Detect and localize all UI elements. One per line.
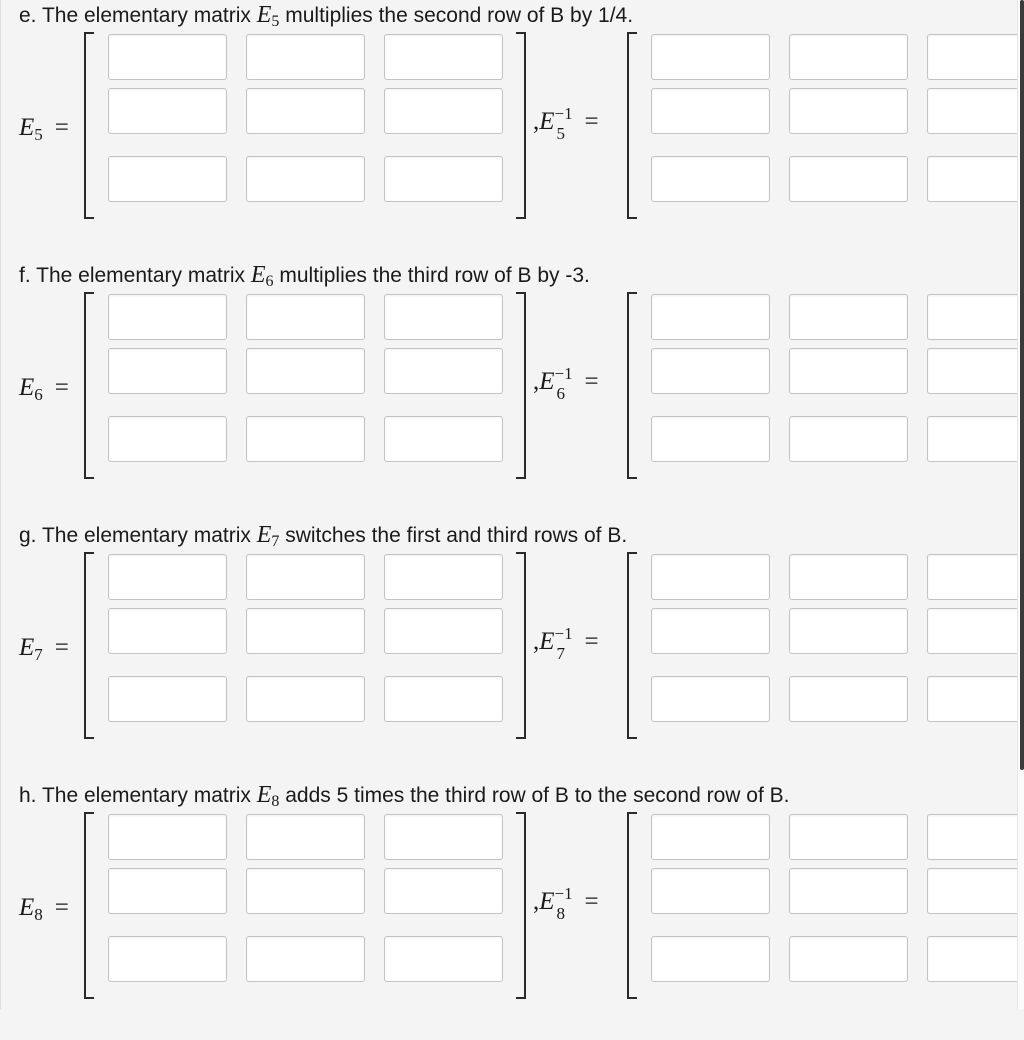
inverse-superscript: −1 [554, 104, 573, 123]
matrix-cell-r1-c3[interactable] [384, 294, 503, 340]
inverse-var: E [539, 888, 555, 915]
statement-matrix-symbol [257, 522, 280, 548]
inverse-cell-r1-c1[interactable] [651, 294, 770, 340]
inverse-equals-sign: = [584, 108, 599, 135]
inverse-cell-r3-c2[interactable] [789, 156, 908, 202]
matrix-cell-r3-c1[interactable] [108, 416, 227, 462]
inverse-cell-r3-c3[interactable] [927, 936, 1024, 982]
inverse-cell-r1-c2[interactable] [789, 554, 908, 600]
matrix-right-bracket [516, 552, 526, 739]
matrix-left-bracket [84, 812, 94, 999]
inverse-cell-r3-c1[interactable] [651, 936, 770, 982]
inverse-label [533, 364, 599, 403]
problem-statement [19, 782, 789, 811]
inverse-cell-r1-c3[interactable] [927, 554, 1024, 600]
inverse-cell-r2-c1[interactable] [651, 348, 770, 394]
inverse-cell-r2-c2[interactable] [789, 868, 908, 914]
matrix-cell-r3-c2[interactable] [246, 416, 365, 462]
matrix-label-index: 8 [34, 905, 43, 924]
matrix-cell-r2-c3[interactable] [384, 608, 503, 654]
inverse-equals-sign: = [584, 368, 599, 395]
inverse-script [554, 104, 585, 143]
inverse-equals-sign: = [584, 628, 599, 655]
matrix-cell-r1-c2[interactable] [246, 814, 365, 860]
inverse-subscript: 7 [556, 644, 566, 663]
inverse-cell-r1-c3[interactable] [927, 294, 1024, 340]
matrix-cell-r2-c2[interactable] [246, 608, 365, 654]
matrix-cell-r2-c1[interactable] [108, 868, 227, 914]
matrix-cell-r3-c2[interactable] [246, 156, 365, 202]
inverse-script [554, 364, 585, 403]
inverse-cell-r1-c3[interactable] [927, 34, 1024, 80]
inverse-cell-r2-c3[interactable] [927, 348, 1024, 394]
matrix-cell-r2-c2[interactable] [246, 88, 365, 134]
matrix-label [19, 894, 69, 925]
inverse-comma: , [533, 888, 540, 915]
inverse-label [533, 104, 599, 143]
inverse-cell-r2-c2[interactable] [789, 608, 908, 654]
inverse-cell-r1-c2[interactable] [789, 34, 908, 80]
inverse-cell-r2-c2[interactable] [789, 348, 908, 394]
matrix-cell-r1-c1[interactable] [108, 34, 227, 80]
inverse-script [554, 884, 585, 923]
inverse-cell-r3-c2[interactable] [789, 416, 908, 462]
equals-sign: = [54, 114, 69, 141]
inverse-cell-r2-c3[interactable] [927, 608, 1024, 654]
matrix-subscript: 6 [265, 273, 274, 290]
matrix-cell-r3-c3[interactable] [384, 416, 503, 462]
inverse-cell-r1-c3[interactable] [927, 814, 1024, 860]
matrix-cell-r2-c2[interactable] [246, 348, 365, 394]
inverse-subscript: 5 [556, 124, 566, 143]
problem-statement [19, 262, 590, 291]
inverse-cell-r2-c1[interactable] [651, 88, 770, 134]
inverse-var: E [539, 628, 555, 655]
inverse-cell-r1-c1[interactable] [651, 554, 770, 600]
inverse-var: E [539, 368, 555, 395]
matrix-label-index: 5 [34, 125, 43, 144]
inverse-cell-r3-c2[interactable] [789, 676, 908, 722]
matrix-label-var: E [19, 114, 35, 141]
inverse-subscript: 6 [556, 384, 566, 403]
matrix-right-bracket [516, 32, 526, 219]
matrix-cell-r1-c1[interactable] [108, 294, 227, 340]
matrix-cell-r2-c1[interactable] [108, 348, 227, 394]
matrix-cell-r3-c2[interactable] [246, 676, 365, 722]
inverse-subscript: 8 [556, 904, 566, 923]
problem-section-h [0, 780, 1024, 1040]
matrix-cell-r2-c3[interactable] [384, 348, 503, 394]
matrix-letter: E [250, 262, 266, 288]
matrix-cell-r1-c2[interactable] [246, 294, 365, 340]
inverse-superscript: −1 [554, 884, 573, 903]
statement-matrix-symbol [257, 782, 280, 808]
inverse-comma: , [533, 628, 540, 655]
matrix-cell-r2-c1[interactable] [108, 88, 227, 134]
statement-suffix: adds 5 times the third row of B to the second row of B. [279, 784, 790, 807]
inverse-label [533, 884, 599, 923]
inverse-cell-r3-c1[interactable] [651, 416, 770, 462]
inverse-script [554, 624, 585, 663]
matrix-label-var: E [19, 894, 35, 921]
matrix-label-var: E [19, 634, 35, 661]
matrix-cell-r2-c3[interactable] [384, 88, 503, 134]
matrix-label-index: 7 [34, 645, 43, 664]
problem-section-g [0, 520, 1024, 780]
inverse-comma: , [533, 108, 540, 135]
inverse-superscript: −1 [554, 624, 573, 643]
inverse-cell-r3-c3[interactable] [927, 676, 1024, 722]
inverse-cell-r2-c1[interactable] [651, 868, 770, 914]
inverse-left-bracket [627, 552, 637, 739]
equals-sign: = [54, 374, 69, 401]
matrix-cell-r1-c1[interactable] [108, 814, 227, 860]
matrix-cell-r2-c1[interactable] [108, 608, 227, 654]
inverse-cell-r1-c2[interactable] [789, 814, 908, 860]
inverse-cell-r2-c3[interactable] [927, 868, 1024, 914]
matrix-cell-r3-c1[interactable] [108, 156, 227, 202]
inverse-label [533, 624, 599, 663]
inverse-cell-r3-c1[interactable] [651, 156, 770, 202]
statement-prefix: h. The elementary matrix [19, 784, 257, 807]
matrix-cell-r1-c3[interactable] [384, 34, 503, 80]
matrix-label [19, 374, 69, 405]
matrix-cell-r1-c1[interactable] [108, 554, 227, 600]
matrix-letter: E [256, 782, 272, 808]
inverse-cell-r2-c3[interactable] [927, 88, 1024, 134]
problem-statement [19, 2, 633, 31]
inverse-cell-r3-c3[interactable] [927, 416, 1024, 462]
matrix-label-var: E [19, 374, 35, 401]
inverse-equals-sign: = [584, 888, 599, 915]
inverse-cell-r1-c2[interactable] [789, 294, 908, 340]
matrix-cell-r3-c1[interactable] [108, 676, 227, 722]
statement-matrix-symbol [257, 2, 280, 28]
scrollbar-thumb[interactable] [1020, 0, 1024, 770]
matrix-label-index: 6 [34, 385, 43, 404]
inverse-superscript: −1 [554, 364, 573, 383]
matrix-cell-r1-c2[interactable] [246, 554, 365, 600]
matrix-left-bracket [84, 292, 94, 479]
inverse-cell-r2-c2[interactable] [789, 88, 908, 134]
statement-prefix: f. The elementary matrix [19, 264, 251, 287]
inverse-comma: , [533, 368, 540, 395]
statement-prefix: g. The elementary matrix [19, 524, 257, 547]
matrix-subscript: 8 [271, 793, 280, 810]
matrix-right-bracket [516, 292, 526, 479]
statement-suffix: switches the first and third rows of B. [279, 524, 628, 547]
matrix-cell-r3-c3[interactable] [384, 936, 503, 982]
statement-matrix-symbol [251, 262, 274, 288]
scrollbar-track[interactable] [1017, 0, 1024, 1009]
matrix-cell-r2-c2[interactable] [246, 868, 365, 914]
matrix-cell-r3-c2[interactable] [246, 936, 365, 982]
inverse-left-bracket [627, 292, 637, 479]
problem-statement [19, 522, 627, 551]
statement-suffix: multiplies the second row of B by 1/4. [279, 4, 634, 27]
matrix-cell-r3-c3[interactable] [384, 156, 503, 202]
matrix-right-bracket [516, 812, 526, 999]
matrix-cell-r3-c1[interactable] [108, 936, 227, 982]
inverse-cell-r3-c3[interactable] [927, 156, 1024, 202]
matrix-cell-r2-c3[interactable] [384, 868, 503, 914]
statement-prefix: e. The elementary matrix [19, 4, 257, 27]
matrix-left-bracket [84, 32, 94, 219]
statement-suffix: multiplies the third row of B by -3. [273, 264, 590, 287]
inverse-var: E [539, 108, 555, 135]
inverse-cell-r3-c2[interactable] [789, 936, 908, 982]
matrix-letter: E [256, 2, 272, 28]
matrix-cell-r1-c3[interactable] [384, 554, 503, 600]
matrix-subscript: 5 [271, 13, 280, 30]
matrix-label [19, 634, 69, 665]
matrix-left-bracket [84, 552, 94, 739]
problem-section-e [0, 0, 1024, 260]
matrix-label [19, 114, 69, 145]
inverse-cell-r3-c1[interactable] [651, 676, 770, 722]
problem-section-f [0, 260, 1024, 520]
inverse-left-bracket [627, 812, 637, 999]
inverse-cell-r1-c1[interactable] [651, 814, 770, 860]
inverse-cell-r1-c1[interactable] [651, 34, 770, 80]
matrix-letter: E [256, 522, 272, 548]
equals-sign: = [54, 634, 69, 661]
matrix-cell-r1-c3[interactable] [384, 814, 503, 860]
inverse-cell-r2-c1[interactable] [651, 608, 770, 654]
matrix-subscript: 7 [271, 533, 280, 550]
matrix-cell-r1-c2[interactable] [246, 34, 365, 80]
equals-sign: = [54, 894, 69, 921]
inverse-left-bracket [627, 32, 637, 219]
matrix-cell-r3-c3[interactable] [384, 676, 503, 722]
